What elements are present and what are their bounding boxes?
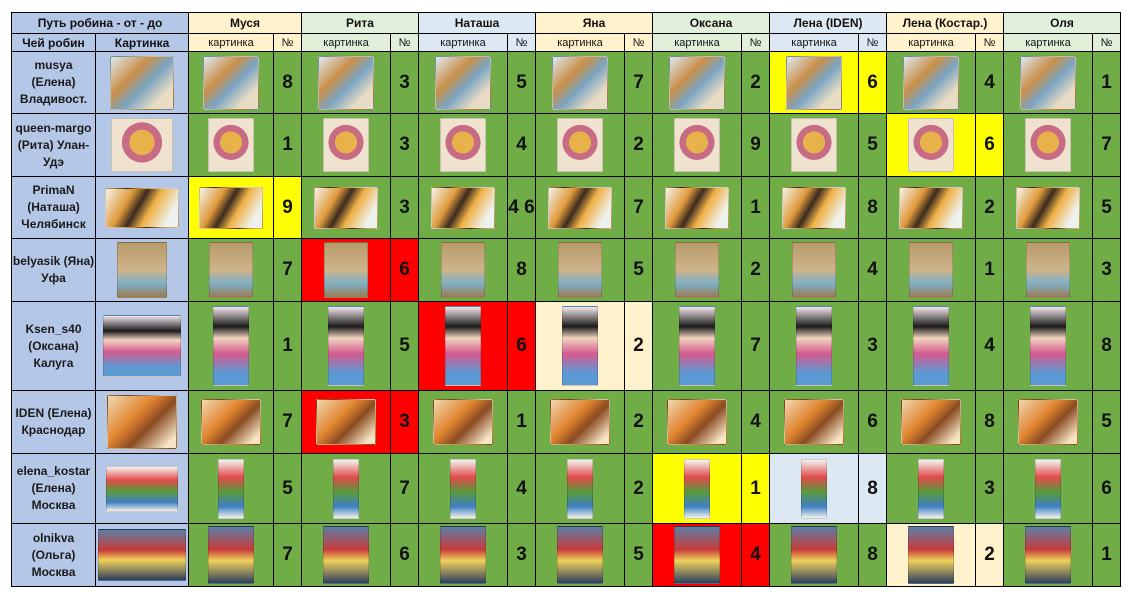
embroidery-thumbnail[interactable] <box>567 459 593 519</box>
subheader-number[interactable]: № <box>742 34 770 52</box>
owner-cell[interactable]: queen-margo (Рита) Улан-Удэ <box>12 114 96 177</box>
embroidery-thumbnail[interactable] <box>801 459 827 519</box>
participant-picture-cell[interactable] <box>770 524 859 587</box>
embroidery-thumbnail[interactable] <box>1026 242 1070 298</box>
owner-cell[interactable]: elena_kostar (Елена) Москва <box>12 454 96 524</box>
participant-picture-cell[interactable] <box>1004 391 1093 454</box>
order-number-cell[interactable]: 7 <box>1093 114 1121 177</box>
order-number-cell[interactable]: 8 <box>859 524 887 587</box>
embroidery-thumbnail[interactable] <box>548 187 612 229</box>
order-number-cell[interactable]: 8 <box>859 454 887 524</box>
participant-picture-cell[interactable] <box>887 239 976 302</box>
subheader-number[interactable]: № <box>508 34 536 52</box>
table-row <box>12 524 1121 587</box>
subheader-picture[interactable]: картинка <box>770 34 859 52</box>
participant-picture-cell[interactable] <box>770 302 859 391</box>
subheader-picture[interactable]: картинка <box>189 34 274 52</box>
subheader-picture[interactable]: картинка <box>419 34 508 52</box>
participant-picture-cell[interactable] <box>302 239 391 302</box>
participant-picture-cell[interactable] <box>653 114 742 177</box>
order-number-cell[interactable]: 4 <box>742 391 770 454</box>
order-number-cell[interactable]: 5 <box>1093 391 1121 454</box>
participant-picture-cell[interactable] <box>536 524 625 587</box>
embroidery-thumbnail[interactable] <box>431 187 495 229</box>
order-number-cell[interactable]: 1 <box>274 114 302 177</box>
embroidery-thumbnail[interactable] <box>98 529 186 581</box>
embroidery-thumbnail[interactable] <box>323 526 369 584</box>
subheader-number[interactable]: № <box>391 34 419 52</box>
embroidery-thumbnail[interactable] <box>558 242 602 298</box>
owner-picture-cell[interactable] <box>96 177 189 239</box>
embroidery-thumbnail[interactable] <box>209 242 253 298</box>
order-number-cell[interactable]: 5 <box>391 302 419 391</box>
order-number-cell[interactable]: 6 <box>976 114 1004 177</box>
table-row <box>12 302 1121 391</box>
order-number-cell[interactable]: 1 <box>1093 524 1121 587</box>
participant-picture-cell[interactable] <box>536 302 625 391</box>
owner-picture-cell[interactable] <box>96 524 189 587</box>
embroidery-thumbnail[interactable] <box>792 242 836 298</box>
order-number-cell[interactable]: 4 <box>976 52 1004 114</box>
table-row <box>12 114 1121 177</box>
embroidery-thumbnail[interactable] <box>318 56 374 110</box>
participant-picture-cell[interactable] <box>189 52 274 114</box>
subheader-number[interactable]: № <box>274 34 302 52</box>
participant-header[interactable]: Рита <box>302 13 419 34</box>
order-number-cell[interactable]: 4 <box>859 239 887 302</box>
participant-picture-cell[interactable] <box>770 239 859 302</box>
embroidery-thumbnail[interactable] <box>782 187 846 229</box>
order-number-cell[interactable]: 3 <box>976 454 1004 524</box>
owner-cell[interactable]: Ksen_s40 (Оксана) Калуга <box>12 302 96 391</box>
order-number-cell[interactable]: 1 <box>1093 52 1121 114</box>
subheader-number[interactable]: № <box>625 34 653 52</box>
owner-cell[interactable]: olnikva (Ольга) Москва <box>12 524 96 587</box>
order-number-cell[interactable]: 3 <box>1093 239 1121 302</box>
order-number-cell[interactable]: 1 <box>742 177 770 239</box>
order-number-cell[interactable]: 1 <box>508 391 536 454</box>
order-number-cell[interactable]: 8 <box>976 391 1004 454</box>
owner-picture-cell[interactable] <box>96 239 189 302</box>
participant-picture-cell[interactable] <box>189 177 274 239</box>
embroidery-thumbnail[interactable] <box>218 459 244 519</box>
participant-picture-cell[interactable] <box>770 52 859 114</box>
order-number-cell[interactable]: 4 <box>508 454 536 524</box>
order-number-cell[interactable]: 5 <box>625 524 653 587</box>
embroidery-thumbnail[interactable] <box>913 306 949 386</box>
order-number-cell[interactable]: 3 <box>508 524 536 587</box>
order-number-cell[interactable]: 3 <box>391 391 419 454</box>
embroidery-thumbnail[interactable] <box>445 306 481 386</box>
order-number-cell[interactable]: 1 <box>274 302 302 391</box>
subheader-number[interactable]: № <box>976 34 1004 52</box>
participant-picture-cell[interactable] <box>887 114 976 177</box>
participant-picture-cell[interactable] <box>302 114 391 177</box>
order-number-cell[interactable]: 2 <box>976 524 1004 587</box>
embroidery-thumbnail[interactable] <box>562 306 598 386</box>
participant-picture-cell[interactable] <box>302 524 391 587</box>
order-number-cell[interactable]: 4 6 <box>508 177 536 239</box>
embroidery-thumbnail[interactable] <box>316 399 376 445</box>
participant-picture-cell[interactable] <box>1004 524 1093 587</box>
participant-picture-cell[interactable] <box>770 454 859 524</box>
order-number-cell[interactable]: 6 <box>859 391 887 454</box>
embroidery-thumbnail[interactable] <box>903 56 959 110</box>
owner-header[interactable]: Чей робин <box>12 34 96 52</box>
embroidery-thumbnail[interactable] <box>791 118 837 172</box>
participant-header[interactable]: Муся <box>189 13 302 34</box>
embroidery-thumbnail[interactable] <box>786 56 842 110</box>
order-number-cell[interactable]: 2 <box>625 454 653 524</box>
subheader-picture[interactable]: картинка <box>653 34 742 52</box>
order-number-cell[interactable]: 3 <box>859 302 887 391</box>
header-row <box>12 13 1121 34</box>
participant-picture-cell[interactable] <box>419 52 508 114</box>
participant-header[interactable]: Наташа <box>419 13 536 34</box>
embroidery-thumbnail[interactable] <box>674 118 720 172</box>
participant-header[interactable]: Лена (Костар.) <box>887 13 1004 34</box>
participant-picture-cell[interactable] <box>419 177 508 239</box>
order-number-cell[interactable]: 5 <box>859 114 887 177</box>
owner-cell[interactable]: belyasik (Яна) Уфа <box>12 239 96 302</box>
embroidery-thumbnail[interactable] <box>557 526 603 584</box>
embroidery-thumbnail[interactable] <box>110 56 174 110</box>
picture-header[interactable]: Картинка <box>96 34 189 52</box>
participant-picture-cell[interactable] <box>419 239 508 302</box>
participant-picture-cell[interactable] <box>653 454 742 524</box>
participant-header[interactable]: Оксана <box>653 13 770 34</box>
embroidery-thumbnail[interactable] <box>557 118 603 172</box>
participant-picture-cell[interactable] <box>887 524 976 587</box>
participant-picture-cell[interactable] <box>770 114 859 177</box>
participant-header[interactable]: Лена (IDEN) <box>770 13 887 34</box>
participant-picture-cell[interactable] <box>302 302 391 391</box>
embroidery-thumbnail[interactable] <box>328 306 364 386</box>
participant-picture-cell[interactable] <box>189 391 274 454</box>
subheader-number[interactable]: № <box>1093 34 1121 52</box>
embroidery-thumbnail[interactable] <box>909 242 953 298</box>
order-number-cell[interactable]: 2 <box>625 391 653 454</box>
embroidery-thumbnail[interactable] <box>674 526 720 584</box>
embroidery-thumbnail[interactable] <box>1016 187 1080 229</box>
participant-picture-cell[interactable] <box>653 177 742 239</box>
order-number-cell[interactable]: 4 <box>976 302 1004 391</box>
order-number-cell[interactable]: 6 <box>391 239 419 302</box>
owner-cell[interactable]: IDEN (Елена) Краснодар <box>12 391 96 454</box>
order-number-cell[interactable]: 3 <box>391 177 419 239</box>
participant-picture-cell[interactable] <box>189 239 274 302</box>
embroidery-thumbnail[interactable] <box>669 56 725 110</box>
participant-picture-cell[interactable] <box>536 454 625 524</box>
table-row <box>12 454 1121 524</box>
embroidery-thumbnail[interactable] <box>314 187 378 229</box>
participant-picture-cell[interactable] <box>1004 239 1093 302</box>
participant-picture-cell[interactable] <box>887 302 976 391</box>
embroidery-thumbnail[interactable] <box>199 187 263 229</box>
order-number-cell[interactable]: 2 <box>625 114 653 177</box>
participant-header[interactable]: Яна <box>536 13 653 34</box>
participant-picture-cell[interactable] <box>887 177 976 239</box>
table-row <box>12 52 1121 114</box>
embroidery-thumbnail[interactable] <box>791 526 837 584</box>
embroidery-thumbnail[interactable] <box>111 118 173 172</box>
order-number-cell[interactable]: 8 <box>508 239 536 302</box>
order-number-cell[interactable]: 8 <box>1093 302 1121 391</box>
participant-picture-cell[interactable] <box>302 391 391 454</box>
subheader-picture[interactable]: картинка <box>302 34 391 52</box>
embroidery-thumbnail[interactable] <box>440 118 486 172</box>
embroidery-thumbnail[interactable] <box>103 315 181 377</box>
embroidery-thumbnail[interactable] <box>908 526 954 584</box>
participant-picture-cell[interactable] <box>1004 177 1093 239</box>
order-number-cell[interactable]: 7 <box>625 177 653 239</box>
embroidery-thumbnail[interactable] <box>665 187 729 229</box>
participant-picture-cell[interactable] <box>1004 114 1093 177</box>
order-number-cell[interactable]: 8 <box>859 177 887 239</box>
embroidery-thumbnail[interactable] <box>550 399 610 445</box>
embroidery-thumbnail[interactable] <box>918 459 944 519</box>
embroidery-thumbnail[interactable] <box>908 118 954 172</box>
embroidery-thumbnail[interactable] <box>441 242 485 298</box>
owner-cell[interactable]: PrimaN (Наташа) Челябинск <box>12 177 96 239</box>
participant-picture-cell[interactable] <box>653 239 742 302</box>
order-number-cell[interactable]: 6 <box>859 52 887 114</box>
embroidery-thumbnail[interactable] <box>107 395 177 449</box>
order-number-cell[interactable]: 2 <box>625 302 653 391</box>
participant-picture-cell[interactable] <box>419 302 508 391</box>
embroidery-thumbnail[interactable] <box>796 306 832 386</box>
table-row <box>12 391 1121 454</box>
embroidery-thumbnail[interactable] <box>552 56 608 110</box>
embroidery-thumbnail[interactable] <box>675 242 719 298</box>
embroidery-thumbnail[interactable] <box>440 526 486 584</box>
embroidery-thumbnail[interactable] <box>784 399 844 445</box>
participant-picture-cell[interactable] <box>302 454 391 524</box>
participant-picture-cell[interactable] <box>653 302 742 391</box>
embroidery-thumbnail[interactable] <box>1030 306 1066 386</box>
participant-picture-cell[interactable] <box>1004 302 1093 391</box>
order-number-cell[interactable]: 9 <box>274 177 302 239</box>
participant-picture-cell[interactable] <box>302 52 391 114</box>
participant-picture-cell[interactable] <box>887 454 976 524</box>
order-number-cell[interactable]: 6 <box>508 302 536 391</box>
participant-picture-cell[interactable] <box>536 52 625 114</box>
embroidery-thumbnail[interactable] <box>203 56 259 110</box>
embroidery-thumbnail[interactable] <box>1018 399 1078 445</box>
owner-picture-cell[interactable] <box>96 114 189 177</box>
table-row <box>12 239 1121 302</box>
order-number-cell[interactable]: 3 <box>391 114 419 177</box>
order-number-cell[interactable]: 1 <box>976 239 1004 302</box>
participant-picture-cell[interactable] <box>419 391 508 454</box>
embroidery-thumbnail[interactable] <box>1035 459 1061 519</box>
embroidery-thumbnail[interactable] <box>679 306 715 386</box>
order-number-cell[interactable]: 7 <box>391 454 419 524</box>
order-number-cell[interactable]: 2 <box>742 52 770 114</box>
order-number-cell[interactable]: 6 <box>1093 454 1121 524</box>
subheader-row <box>12 34 1121 52</box>
embroidery-thumbnail[interactable] <box>324 242 368 298</box>
subheader-number[interactable]: № <box>859 34 887 52</box>
participant-picture-cell[interactable] <box>419 524 508 587</box>
embroidery-thumbnail[interactable] <box>901 399 961 445</box>
owner-picture-cell[interactable] <box>96 302 189 391</box>
order-number-cell[interactable]: 4 <box>742 524 770 587</box>
participant-picture-cell[interactable] <box>189 454 274 524</box>
owner-picture-cell[interactable] <box>96 454 189 524</box>
participant-picture-cell[interactable] <box>536 177 625 239</box>
order-number-cell[interactable]: 5 <box>508 52 536 114</box>
owner-cell[interactable]: musya (Елена) Владивост. <box>12 52 96 114</box>
participant-picture-cell[interactable] <box>536 239 625 302</box>
subheader-picture[interactable]: картинка <box>536 34 625 52</box>
participant-picture-cell[interactable] <box>770 391 859 454</box>
embroidery-thumbnail[interactable] <box>208 118 254 172</box>
owner-picture-cell[interactable] <box>96 52 189 114</box>
participant-picture-cell[interactable] <box>419 114 508 177</box>
embroidery-thumbnail[interactable] <box>213 306 249 386</box>
participant-picture-cell[interactable] <box>653 391 742 454</box>
embroidery-thumbnail[interactable] <box>117 242 167 298</box>
embroidery-thumbnail[interactable] <box>323 118 369 172</box>
embroidery-thumbnail[interactable] <box>208 526 254 584</box>
order-number-cell[interactable]: 9 <box>742 114 770 177</box>
participant-picture-cell[interactable] <box>302 177 391 239</box>
embroidery-thumbnail[interactable] <box>1020 56 1076 110</box>
embroidery-thumbnail[interactable] <box>450 459 476 519</box>
participant-picture-cell[interactable] <box>770 177 859 239</box>
embroidery-thumbnail[interactable] <box>684 459 710 519</box>
participant-picture-cell[interactable] <box>653 524 742 587</box>
subheader-picture[interactable]: картинка <box>887 34 976 52</box>
participant-picture-cell[interactable] <box>887 391 976 454</box>
order-number-cell[interactable]: 3 <box>391 52 419 114</box>
embroidery-thumbnail[interactable] <box>667 399 727 445</box>
participant-picture-cell[interactable] <box>653 52 742 114</box>
embroidery-thumbnail[interactable] <box>435 56 491 110</box>
embroidery-thumbnail[interactable] <box>1025 118 1071 172</box>
robin-route-table <box>11 12 1121 587</box>
subheader-picture[interactable]: картинка <box>1004 34 1093 52</box>
participant-picture-cell[interactable] <box>887 52 976 114</box>
table-row <box>12 177 1121 239</box>
path-header[interactable]: Путь робина - от - до <box>12 13 189 34</box>
order-number-cell[interactable]: 5 <box>625 239 653 302</box>
order-number-cell[interactable]: 7 <box>274 239 302 302</box>
embroidery-thumbnail[interactable] <box>899 187 963 229</box>
embroidery-thumbnail[interactable] <box>433 399 493 445</box>
order-number-cell[interactable]: 7 <box>274 391 302 454</box>
participant-header[interactable]: Оля <box>1004 13 1121 34</box>
embroidery-thumbnail[interactable] <box>201 399 261 445</box>
embroidery-thumbnail[interactable] <box>1025 526 1071 584</box>
order-number-cell[interactable]: 2 <box>976 177 1004 239</box>
participant-picture-cell[interactable] <box>189 302 274 391</box>
order-number-cell[interactable]: 2 <box>742 239 770 302</box>
order-number-cell[interactable]: 5 <box>1093 177 1121 239</box>
embroidery-thumbnail[interactable] <box>106 466 178 512</box>
participant-picture-cell[interactable] <box>536 391 625 454</box>
order-number-cell[interactable]: 7 <box>625 52 653 114</box>
order-number-cell[interactable]: 6 <box>391 524 419 587</box>
participant-picture-cell[interactable] <box>536 114 625 177</box>
participant-picture-cell[interactable] <box>1004 52 1093 114</box>
order-number-cell[interactable]: 1 <box>742 454 770 524</box>
order-number-cell[interactable]: 4 <box>508 114 536 177</box>
order-number-cell[interactable]: 8 <box>274 52 302 114</box>
participant-picture-cell[interactable] <box>189 114 274 177</box>
participant-picture-cell[interactable] <box>419 454 508 524</box>
participant-picture-cell[interactable] <box>189 524 274 587</box>
participant-picture-cell[interactable] <box>1004 454 1093 524</box>
embroidery-thumbnail[interactable] <box>105 188 179 228</box>
owner-picture-cell[interactable] <box>96 391 189 454</box>
embroidery-thumbnail[interactable] <box>333 459 359 519</box>
order-number-cell[interactable]: 5 <box>274 454 302 524</box>
order-number-cell[interactable]: 7 <box>742 302 770 391</box>
order-number-cell[interactable]: 7 <box>274 524 302 587</box>
